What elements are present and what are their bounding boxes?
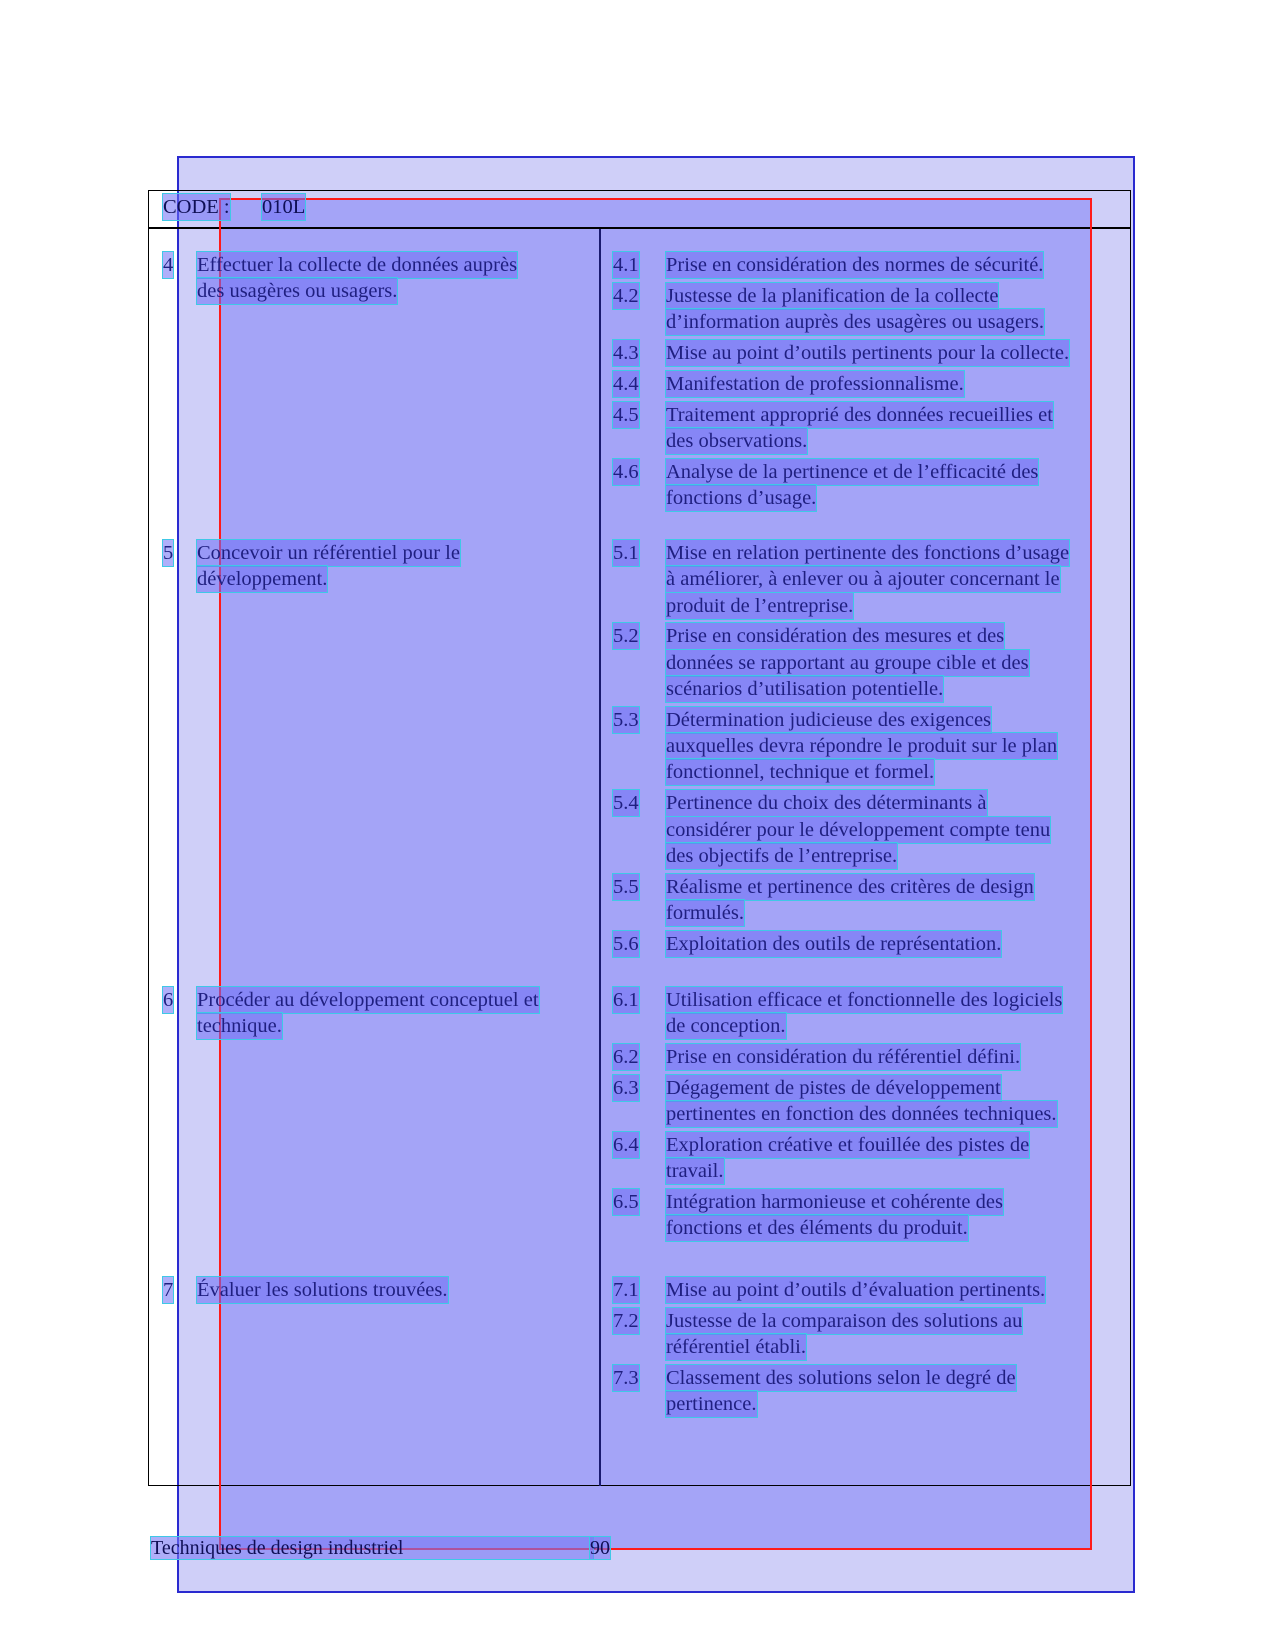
competency-number: 4	[163, 254, 174, 276]
code-value: 010L	[262, 196, 306, 218]
criterion-text-line: pertinence.	[666, 1393, 757, 1416]
competency-number: 7	[163, 1279, 174, 1301]
criterion-number: 6.5	[613, 1191, 639, 1214]
criterion-text-line: Manifestation de professionnalisme.	[666, 372, 964, 395]
code-label: CODE :	[163, 196, 230, 218]
criterion-number: 6.4	[613, 1134, 639, 1156]
competency-title-line: Évaluer les solutions trouvées.	[197, 1279, 448, 1301]
competency-title-line: des usagères ou usagers.	[197, 280, 398, 303]
criterion-text-line: fonctions d’usage.	[666, 486, 817, 509]
criterion-number: 6.3	[613, 1076, 639, 1099]
criterion-number: 6.1	[613, 989, 639, 1011]
criterion-text-line: pertinentes en fonction des données techniques.	[666, 1103, 1057, 1126]
criterion-number: 7.3	[613, 1366, 639, 1389]
criterion-text-line: des objectifs de l’entreprise.	[666, 844, 898, 867]
competency-number: 6	[163, 989, 174, 1011]
criterion-number: 4.2	[613, 284, 639, 307]
criterion-text-line: Mise au point d’outils pertinents pour la collecte.	[666, 341, 1070, 364]
criterion-text-line: Mise en relation pertinente des fonctions d’usage	[666, 542, 1070, 564]
competency-title-line: Procéder au développement conceptuel et	[197, 989, 539, 1011]
criterion-text-line: considérer pour le développement compte tenu	[666, 818, 1051, 841]
competency-title-line: technique.	[197, 1015, 282, 1038]
criterion-number: 6.2	[613, 1046, 639, 1069]
criterion-number: 7.2	[613, 1309, 639, 1332]
criterion-text-line: Pertinence du choix des déterminants à	[666, 792, 987, 815]
criterion-text-line: Analyse de la pertinence et de l’efficacité des	[666, 460, 1039, 483]
criterion-text-line: produit de l’entreprise.	[666, 594, 854, 617]
competency-title-line: Effectuer la collecte de données auprès	[197, 254, 518, 276]
criterion-number: 7.1	[613, 1279, 639, 1301]
criterion-text-line: travail.	[666, 1160, 724, 1183]
criterion-text-line: fonctions et des éléments du produit.	[666, 1217, 968, 1240]
competency-number: 5	[163, 542, 174, 564]
criterion-number: 4.4	[613, 372, 639, 395]
criterion-number: 4.3	[613, 341, 639, 364]
footer-program: Techniques de design industriel	[151, 1537, 593, 1559]
criterion-text-line: Justesse de la planification de la collecte	[666, 284, 999, 307]
criterion-number: 5.5	[613, 875, 639, 898]
criterion-text-line: Détermination judicieuse des exigences	[666, 708, 992, 731]
criterion-number: 5.4	[613, 792, 639, 815]
criterion-text-line: Traitement approprié des données recueillies et	[666, 403, 1053, 426]
criterion-text-line: Exploration créative et fouillée des pistes de	[666, 1134, 1030, 1156]
criterion-number: 4.5	[613, 403, 639, 426]
criterion-number: 5.2	[613, 625, 639, 648]
competency-title-line: développement.	[197, 568, 328, 591]
criterion-text-line: Intégration harmonieuse et cohérente des	[666, 1191, 1003, 1214]
criterion-text-line: auxquelles devra répondre le produit sur le plan	[666, 735, 1058, 758]
criterion-text-line: des observations.	[666, 429, 808, 452]
criterion-text-line: référentiel établi.	[666, 1336, 806, 1359]
criterion-number: 5.1	[613, 542, 639, 564]
criterion-text-line: fonctionnel, technique et formel.	[666, 761, 935, 784]
criterion-text-line: Prise en considération des normes de sécurité.	[666, 254, 1044, 276]
criterion-number: 4.1	[613, 254, 639, 276]
criterion-number: 5.3	[613, 708, 639, 731]
criterion-text-line: de conception.	[666, 1015, 786, 1038]
footer-page-number: 90	[590, 1537, 610, 1559]
criterion-text-line: Mise au point d’outils d’évaluation pertinents.	[666, 1279, 1046, 1301]
criterion-text-line: Dégagement de pistes de développement	[666, 1076, 1001, 1099]
criterion-text-line: Prise en considération des mesures et des	[666, 625, 1005, 648]
criterion-text-line: Justesse de la comparaison des solutions au	[666, 1309, 1023, 1332]
criterion-text-line: à améliorer, à enlever ou à ajouter concernant le	[666, 568, 1060, 591]
criterion-text-line: formulés.	[666, 901, 744, 924]
criterion-text-line: Prise en considération du référentiel défini.	[666, 1046, 1021, 1069]
criterion-text-line: scénarios d’utilisation potentielle.	[666, 678, 944, 700]
criterion-text-line: Exploitation des outils de représentation.	[666, 932, 1002, 955]
criterion-number: 4.6	[613, 460, 639, 483]
competency-title-line: Concevoir un référentiel pour le	[197, 542, 460, 564]
criterion-text-line: données se rapportant au groupe cible et des	[666, 651, 1029, 674]
criterion-number: 5.6	[613, 932, 639, 955]
criterion-text-line: Classement des solutions selon le degré de	[666, 1366, 1016, 1389]
criterion-text-line: Réalisme et pertinence des critères de design	[666, 875, 1034, 898]
criterion-text-line: Utilisation efficace et fonctionnelle des logiciels	[666, 989, 1063, 1011]
criterion-text-line: d’information auprès des usagères ou usagers.	[666, 311, 1044, 334]
